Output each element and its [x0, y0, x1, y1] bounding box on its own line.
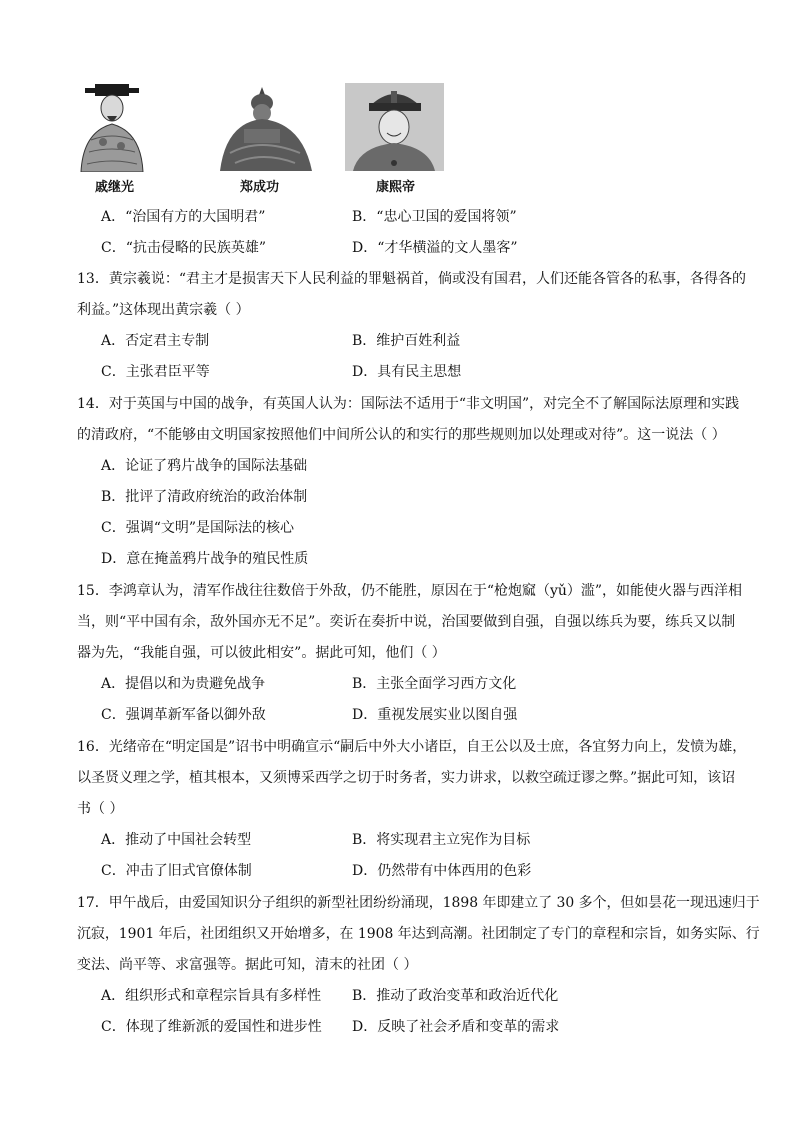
q17-option-b: B．推动了政治变革和政治近代化: [352, 988, 559, 1004]
q13-option-a: A．否定君主专制: [101, 333, 210, 349]
emperor-portrait-icon: [345, 83, 444, 171]
q13-option-d: D．具有民主思想: [352, 364, 462, 380]
q16-option-d: D．仍然带有中体西用的色彩: [352, 863, 532, 879]
q15-option-a: A．提倡以和为贵避免战争: [101, 676, 266, 692]
official-portrait-icon: [77, 80, 147, 172]
q14-stem-line-1: 14．对于英国与中国的战争，有英国人认为：国际法不适用于“非文明国”，对完全不了解国际法原理和实践: [77, 396, 740, 412]
q15-option-c: C．强调革新军备以御外敌: [101, 707, 266, 723]
q17-stem-line-3: 变法、尚平等、求富强等。据此可知，清末的社团（ ）: [77, 957, 418, 973]
q12-option-d: D．“才华横溢的文人墨客”: [352, 240, 518, 256]
q13-stem-line-1: 13．黄宗羲说：“君主才是损害天下人民利益的罪魁祸首，倘或没有国君，人们还能各管各的私事，各得各的: [77, 271, 746, 287]
q17-option-a: A．组织形式和章程宗旨具有多样性: [101, 988, 322, 1004]
q16-stem-line-3: 书（ ）: [77, 801, 124, 817]
q13-stem-line-2: 利益。”这体现出黄宗羲（ ）: [77, 302, 250, 318]
q14-option-b: B．批评了清政府统治的政治体制: [101, 489, 308, 505]
q12-option-a: A．“治国有方的大国明君”: [101, 209, 266, 225]
q17-option-d: D．反映了社会矛盾和变革的需求: [352, 1019, 560, 1035]
figure-caption-zheng-chenggong: 郑成功: [240, 180, 280, 195]
figure-caption-qi-jiguang: 戚继光: [95, 180, 135, 195]
q17-stem-line-1: 17．甲午战后，由爱国知识分子组织的新型社团纷纷涌现，1898 年即建立了 30 多个，但如昙花一现迅速归于: [77, 895, 760, 911]
q13-option-b: B．维护百姓利益: [352, 333, 461, 349]
figure-qi-jiguang: [77, 80, 147, 172]
q14-option-d: D．意在掩盖鸦片战争的殖民性质: [101, 551, 309, 567]
q16-option-c: C．冲击了旧式官僚体制: [101, 863, 252, 879]
warrior-statue-icon: [210, 83, 315, 171]
q16-stem-line-2: 以圣贤义理之学，植其根本，又须博采西学之切于时务者，实力讲求，以救空疏迂谬之弊。”据此可知，该诏: [77, 770, 736, 786]
q14-option-a: A．论证了鸦片战争的国际法基础: [101, 458, 308, 474]
q15-stem-line-2: 当，则“平中国有余，敌外国亦无不足”。奕䜣在奏折中说，治国要做到自强，自强以练兵为要，练兵又以制: [77, 614, 736, 630]
q17-option-c: C．体现了维新派的爱国性和进步性: [101, 1019, 322, 1035]
q16-option-a: A．推动了中国社会转型: [101, 832, 252, 848]
q15-stem-line-1: 15．李鸿章认为，清军作战往往数倍于外敌，仍不能胜，原因在于“枪炮窳（yǔ）滥”，如能使火器与西洋相: [77, 583, 743, 599]
q15-stem-line-3: 器为先，“我能自强，可以彼此相安”。据此可知，他们（ ）: [77, 645, 446, 661]
figure-zheng-chenggong: [210, 83, 315, 171]
figure-caption-kangxi: 康熙帝: [376, 180, 416, 195]
q13-option-c: C．主张君臣平等: [101, 364, 210, 380]
q17-stem-line-2: 沉寂，1901 年后，社团组织又开始增多，在 1908 年达到高潮。社团制定了专门的章程和宗旨，如务实际、行: [77, 926, 760, 942]
figure-kangxi: [345, 83, 444, 171]
q16-option-b: B．将实现君主立宪作为目标: [352, 832, 531, 848]
q15-option-b: B．主张全面学习西方文化: [352, 676, 517, 692]
q14-stem-line-2: 的清政府，“不能够由文明国家按照他们中间所公认的和实行的那些规则加以处理或对待”。这一说法（ ）: [77, 427, 726, 443]
q16-stem-line-1: 16．光绪帝在“明定国是”诏书中明确宣示“嗣后中外大小诸臣，自王公以及士庶，各宜努力向上，发愤为雄，: [77, 739, 747, 755]
q12-option-b: B．“忠心卫国的爱国将领”: [352, 209, 517, 225]
q14-option-c: C．强调“文明”是国际法的核心: [101, 520, 295, 536]
q12-option-c: C．“抗击侵略的民族英雄”: [101, 240, 267, 256]
q15-option-d: D．重视发展实业以图自强: [352, 707, 518, 723]
